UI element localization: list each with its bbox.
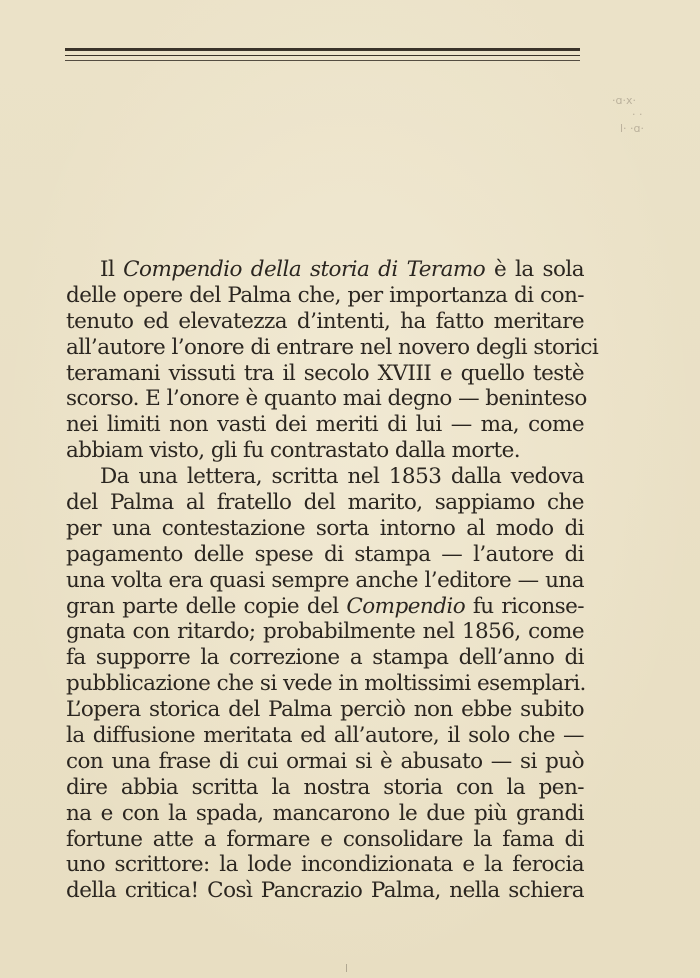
text-line: Da una lettera, scritta nel 1853 dalla vedova — [100, 464, 584, 490]
text-line: del Palma al fratello del marito, sappiamo che — [66, 490, 584, 516]
text-line: nei limiti non vasti dei meriti di lui — ma, come — [66, 412, 584, 438]
page-edge-mark — [346, 964, 347, 972]
header-rule-thin — [65, 55, 580, 56]
body-text — [66, 257, 599, 904]
text-line: la diffusione meritata ed all’autore, il solo che — — [66, 723, 584, 749]
margin-note: · · — [632, 108, 643, 121]
text-line: una volta era quasi sempre anche l’editore — una — [66, 567, 584, 593]
text-line: delle opere del Palma che, per importanza di con- — [66, 282, 584, 308]
text-line: all’autore l’onore di entrare nel novero degli storici — [66, 334, 599, 360]
text-line: per una contestazione sorta intorno al modo di — [66, 515, 584, 541]
text-line: gran parte delle copie del Compendio fu riconse- — [66, 593, 584, 619]
text-line: gnata con ritardo; probabilmente nel 1856, come — [66, 619, 584, 645]
text-line: dire abbia scritta la nostra storia con la pen- — [66, 774, 584, 800]
text-line: pubblicazione che si vede in moltissimi esemplari. — [66, 671, 586, 697]
margin-bleed-marks — [602, 88, 682, 198]
text-line: teramani vissuti tra il secolo XVIII e quello testè — [66, 360, 584, 386]
margin-note: l· ·ɑ· — [620, 122, 645, 135]
text-line: fortune atte a formare e consolidare la fama di — [66, 826, 584, 852]
text-line: scorso. E l’onore è quanto mai degno — beninteso — [66, 386, 587, 412]
text-line: Il Compendio della storia di Teramo è la sola — [100, 257, 585, 282]
text-line: uno scrittore: la lode incondizionata e la ferocia — [66, 852, 584, 878]
text-line: L’opera storica del Palma perciò non ebbe subito — [66, 697, 584, 723]
italic-title: Compendio della storia di Teramo — [123, 257, 486, 282]
text-line: tenuto ed elevatezza d’intenti, ha fatto meritare — [66, 308, 584, 334]
text-line: pagamento delle spese di stampa — l’autore di — [66, 541, 584, 567]
text-line: fa supporre la correzione a stampa dell’anno di — [66, 645, 584, 671]
header-rule-thick — [65, 48, 580, 51]
text-line: con una frase di cui ormai si è abusato — si può — [66, 748, 584, 774]
margin-note: ·ɑ·x· — [612, 94, 636, 107]
text-line: della critica! Così Pancrazio Palma, nella schiera — [66, 878, 584, 904]
italic-title: Compendio — [346, 593, 466, 619]
text-line: abbiam visto, gli fu contrastato dalla morte. — [66, 438, 521, 464]
header-rule-thin-lower — [65, 60, 580, 61]
text-line: na e con la spada, mancarono le due più grandi — [66, 800, 584, 826]
